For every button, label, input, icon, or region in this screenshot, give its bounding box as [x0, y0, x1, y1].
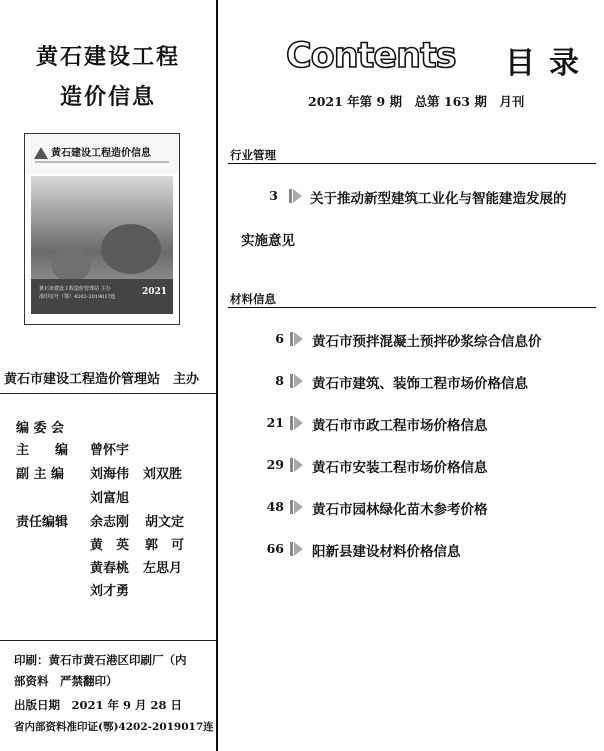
deputy-editor-name: 刘海伟	[90, 467, 130, 482]
toc-entry-link[interactable]: 黄石市安装工程市场价格信息	[312, 460, 488, 476]
responsible-editor-label: 责任编辑	[16, 515, 69, 530]
left-separator-top	[0, 393, 216, 394]
printer-line2: 部资料 严禁翻印）	[14, 674, 118, 688]
printer-line1: 印刷：黄石市黄石港区印刷厂（内	[14, 653, 187, 667]
toc-arrow-icon	[290, 374, 304, 388]
toc-entry-link[interactable]: 黄石市建筑、装饰工程市场价格信息	[312, 376, 528, 392]
toc-entry-link[interactable]: 黄石市园林绿化苗木参考价格	[312, 502, 488, 518]
cover-title: 黄石建设工程造价信息	[51, 148, 151, 159]
chief-editor-label: 主 编	[16, 443, 69, 458]
section-title: 行业管理	[230, 148, 276, 162]
toc-entry-link[interactable]: 关于推动新型建筑工业化与智能建造发展的	[310, 191, 567, 207]
toc-arrow-icon	[290, 542, 304, 556]
cover-footer-line1: 黄石市建设工程造价管理站 主办	[39, 286, 111, 292]
cover-footer-band	[31, 279, 173, 314]
toc-page-number: 29	[266, 457, 284, 472]
responsible-editor-name: 刘才勇	[90, 584, 130, 599]
toc-page-number: 48	[266, 499, 284, 514]
responsible-editor-name: 余志刚	[90, 515, 130, 530]
publish-date: 出版日期 2021 年 9 月 28 日	[14, 698, 183, 712]
cover-footer-line2: 准印证号（鄂）4202-2019017连	[39, 294, 116, 300]
cover-subtitle-line	[35, 161, 169, 163]
toc-page-number: 8	[275, 373, 284, 388]
column-divider	[216, 0, 218, 751]
toc-arrow-icon	[290, 458, 304, 472]
responsible-editor-name: 黄春桃	[90, 561, 130, 576]
magazine-title-line1: 黄石建设工程	[35, 44, 180, 70]
cover-thumbnail	[24, 133, 180, 325]
committee-label: 编 委 会	[16, 421, 65, 436]
deputy-editor-label: 副 主 编	[16, 467, 65, 482]
toc-entry-continuation[interactable]: 实施意见	[241, 233, 295, 249]
tree-shape	[51, 246, 91, 282]
permit-number: 省内部资料准印证(鄂)4202-2019017连	[14, 721, 214, 733]
contents-heading: Contents	[286, 36, 456, 76]
toc-arrow-icon	[290, 332, 304, 346]
toc-entry-link[interactable]: 阳新县建设材料价格信息	[312, 544, 461, 560]
section-title: 材料信息	[230, 292, 276, 306]
toc-page-number: 21	[266, 415, 284, 430]
toc-page-number: 6	[275, 331, 284, 346]
responsible-editor-name: 黄 英	[90, 538, 130, 553]
deputy-editor-name: 刘富旭	[90, 491, 130, 506]
toc-page-number: 3	[269, 188, 278, 203]
responsible-editor-name: 郭 可	[145, 538, 185, 553]
sponsor-line: 黄石市建设工程造价管理站 主办	[4, 372, 200, 387]
section-rule	[228, 307, 596, 308]
toc-entry-link[interactable]: 黄石市预拌混凝土预拌砂浆综合信息价	[312, 334, 542, 350]
cover-year: 2021	[141, 287, 167, 297]
responsible-editor-name: 胡文定	[145, 515, 185, 530]
issue-line: 2021 年第 9 期 总第 163 期 月刊	[308, 94, 525, 109]
toc-arrow-icon	[289, 189, 303, 203]
cover-header	[25, 134, 179, 174]
toc-entry-link[interactable]: 黄石市市政工程市场价格信息	[312, 418, 488, 434]
mulu-heading: 目录	[505, 46, 593, 81]
magazine-title-line2: 造价信息	[59, 84, 156, 110]
toc-arrow-icon	[290, 416, 304, 430]
toc-page-number: 66	[266, 541, 284, 556]
left-separator-bottom	[0, 640, 216, 641]
deputy-editor-name: 刘双胜	[143, 467, 183, 482]
section-rule	[228, 163, 596, 164]
tree-shape	[101, 224, 161, 274]
chief-editor-name: 曾怀宇	[90, 443, 130, 458]
toc-arrow-icon	[290, 500, 304, 514]
responsible-editor-name: 左思月	[143, 561, 183, 576]
cover-logo-icon	[34, 147, 48, 159]
